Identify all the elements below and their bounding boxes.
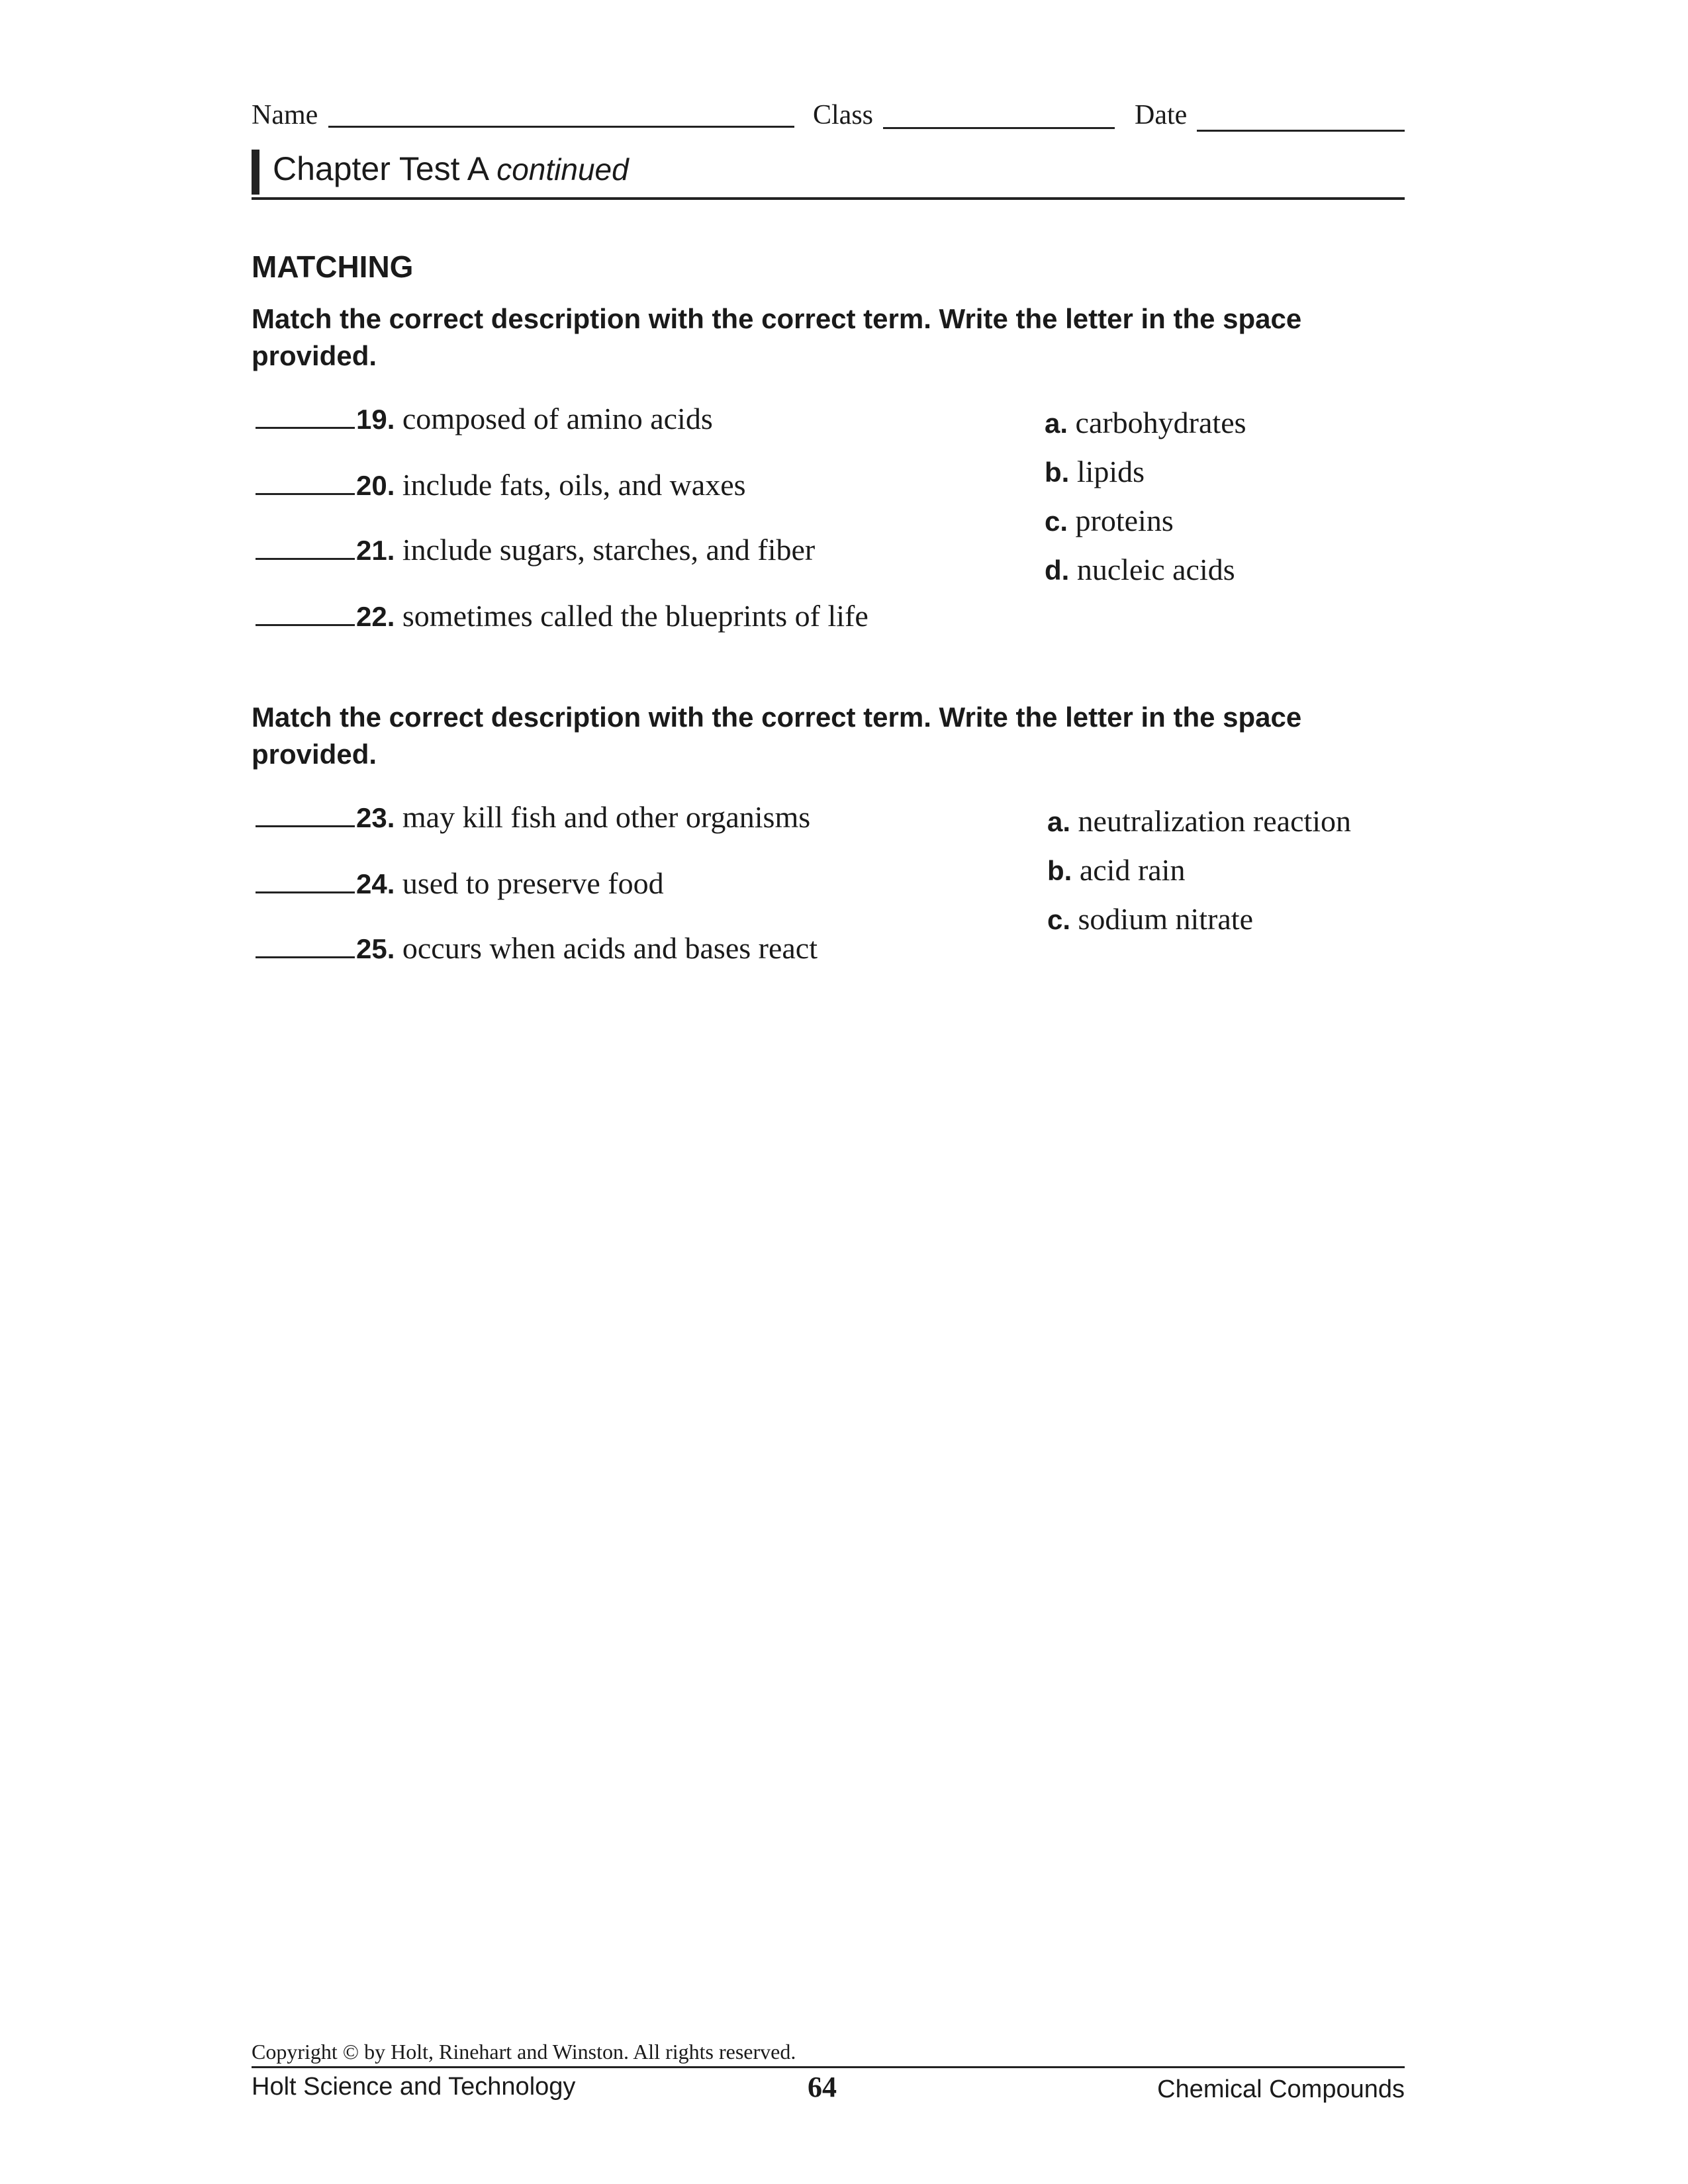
name-label: Name — [252, 100, 318, 130]
option-a-neutralization-reaction: a. neutralization reaction — [1047, 804, 1352, 838]
question-23: 23. may kill fish and other organisms — [256, 799, 810, 835]
page-number: 64 — [808, 2071, 837, 2103]
option-d-nucleic-acids: d. nucleic acids — [1045, 553, 1235, 586]
group2-instruction: Match the correct description with the correct term. Write the letter in the space provided. — [252, 702, 1302, 770]
chapter-name: Chemical Compounds — [1157, 2075, 1405, 2103]
footer-rule — [252, 2066, 1405, 2068]
name-field[interactable] — [328, 126, 794, 128]
question-19: 19. composed of amino acids — [256, 401, 713, 436]
chapter-rule — [252, 197, 1405, 200]
option-c-sodium-nitrate: c. sodium nitrate — [1047, 902, 1253, 936]
question-24: 24. used to preserve food — [256, 866, 664, 901]
copyright-notice: Copyright © by Holt, Rinehart and Winston. All rights reserved. — [252, 2040, 796, 2064]
option-b-acid-rain: b. acid rain — [1047, 853, 1186, 887]
chapter-bar — [252, 150, 259, 195]
question-21: 21. include sugars, starches, and fiber — [256, 532, 815, 567]
option-b-lipids: b. lipids — [1045, 455, 1145, 488]
date-label: Date — [1135, 100, 1188, 130]
class-label: Class — [813, 100, 874, 130]
answer-blank-21[interactable] — [256, 558, 355, 560]
question-20: 20. include fats, oils, and waxes — [256, 467, 746, 502]
group1-instruction: Match the correct description with the correct term. Write the letter in the space provided. — [252, 303, 1302, 371]
option-a-carbohydrates: a. carbohydrates — [1045, 406, 1246, 439]
chapter-continued: continued — [496, 152, 629, 187]
question-25: 25. occurs when acids and bases react — [256, 931, 818, 966]
chapter-title-text: Chapter Test A — [273, 150, 488, 187]
section-heading: MATCHING — [252, 250, 414, 284]
answer-blank-19[interactable] — [256, 427, 355, 429]
answer-blank-20[interactable] — [256, 493, 355, 495]
class-field[interactable] — [883, 127, 1115, 129]
answer-blank-25[interactable] — [256, 956, 355, 958]
option-c-proteins: c. proteins — [1045, 504, 1174, 537]
question-22: 22. sometimes called the blueprints of life — [256, 598, 868, 633]
answer-blank-23[interactable] — [256, 825, 355, 827]
date-field[interactable] — [1197, 130, 1405, 132]
chapter-title — [273, 150, 629, 188]
book-title: Holt Science and Technology — [252, 2073, 576, 2101]
answer-blank-24[interactable] — [256, 891, 355, 893]
answer-blank-22[interactable] — [256, 624, 355, 626]
